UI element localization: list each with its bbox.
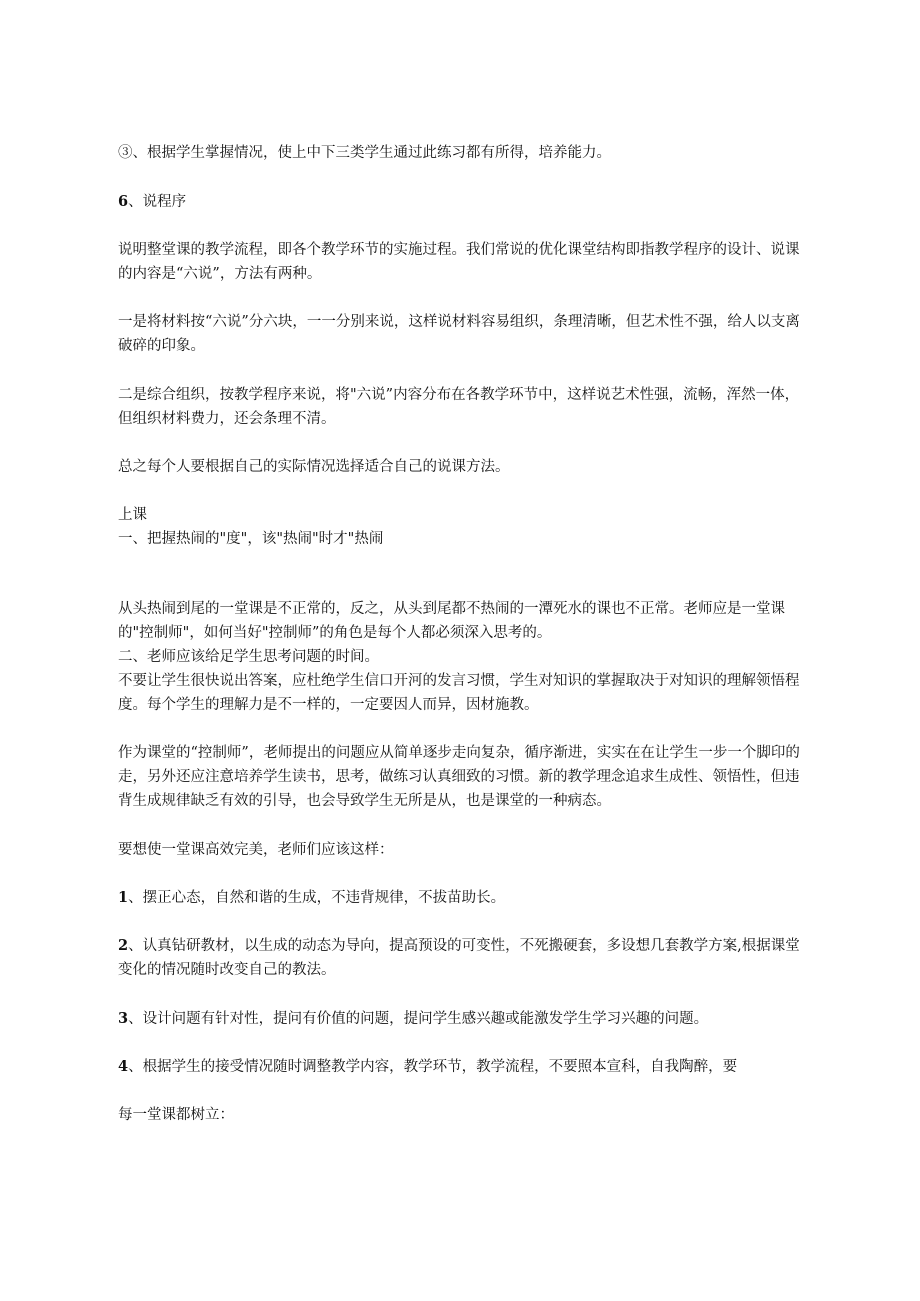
sub-heading: 二、老师应该给足学生思考问题的时间。 [118, 649, 379, 665]
paragraph: 一是将材料按“六说”分六块，一一分别来说，这样说材料容易组织，条理清晰，但艺术性不强，给人以支离破碎的印象。 [118, 314, 800, 354]
paragraph: 从头热闹到尾的一堂课是不正常的，反之，从头到尾都不热闹的一潭死水的课也不正常。老师应是一堂课的"控制师"，如何当好"控制师”的角色是每个人都必须深入思考的。 [118, 601, 785, 641]
paragraph: 总之每个人要根据自己的实际情况选择适合自己的说课方法。 [118, 459, 510, 475]
paragraph: ③、根据学生掌握情况，使上中下三类学生通过此练习都有所得，培养能力。 [118, 145, 611, 161]
section-title: 、说程序 [128, 194, 187, 210]
list-text: 、设计问题有针对性，提问有价值的问题，提问学生感兴趣或能激发学生学习兴趣的问题。 [128, 1011, 709, 1027]
list-number: 3 [118, 1010, 129, 1027]
sub-heading: 一、把握热闹的"度"，该"热闹"时才"热闹 [118, 531, 384, 547]
list-text: 、认真钻研教材，以生成的动态为导向，提高预设的可变性，不死搬硬套，多设想几套教学方案,根据课堂变化的情况随时改变自己的教法。 [118, 938, 800, 978]
list-item [118, 934, 808, 982]
section-heading [118, 190, 808, 214]
section-heading: 上课 [118, 507, 147, 523]
section-number: 6 [118, 193, 129, 210]
paragraph: 二是综合组织，按教学程序来说，将"六说”内容分布在各教学环节中，这样说艺术性强，流畅，浑然一体，但组织材料费力，还会条理不清。 [118, 387, 800, 427]
list-number: 1 [118, 889, 129, 906]
list-item [118, 886, 808, 910]
list-text: 、摆正心态，自然和谐的生成，不违背规律，不拔苗助长。 [128, 890, 506, 906]
paragraph: 每一堂课都树立： [118, 1107, 234, 1123]
list-number: 2 [118, 937, 129, 954]
paragraph: 不要让学生很快说出答案，应杜绝学生信口开河的发言习惯，学生对知识的掌握取决于对知识的理解领悟程度。每个学生的理解力是不一样的，一定要因人而异，因材施教。 [118, 673, 800, 713]
paragraph: 作为课堂的“控制师”，老师提出的问题应从简单逐步走向复杂，循序渐进，实实在在让学生一步一个脚印的走，另外还应注意培养学生读书，思考，做练习认真细致的习惯。新的教学理念追求生成性、领悟性，但违背生成规律缺乏有效的引导，也会导致学生无所是从，也是课堂的一种病态。 [118, 745, 800, 809]
list-item [118, 1055, 808, 1079]
list-text: 、根据学生的接受情况随时调整教学内容，教学环节，教学流程，不要照本宣科，自我陶醉，要 [128, 1059, 738, 1075]
paragraph: 要想使一堂课高效完美，老师们应该这样： [118, 842, 394, 858]
list-item [118, 1007, 808, 1031]
list-number: 4 [118, 1058, 129, 1075]
paragraph: 说明整堂课的教学流程，即各个教学环节的实施过程。我们常说的优化课堂结构即指教学程序的设计、说课的内容是“六说”，方法有两种。 [118, 242, 800, 282]
